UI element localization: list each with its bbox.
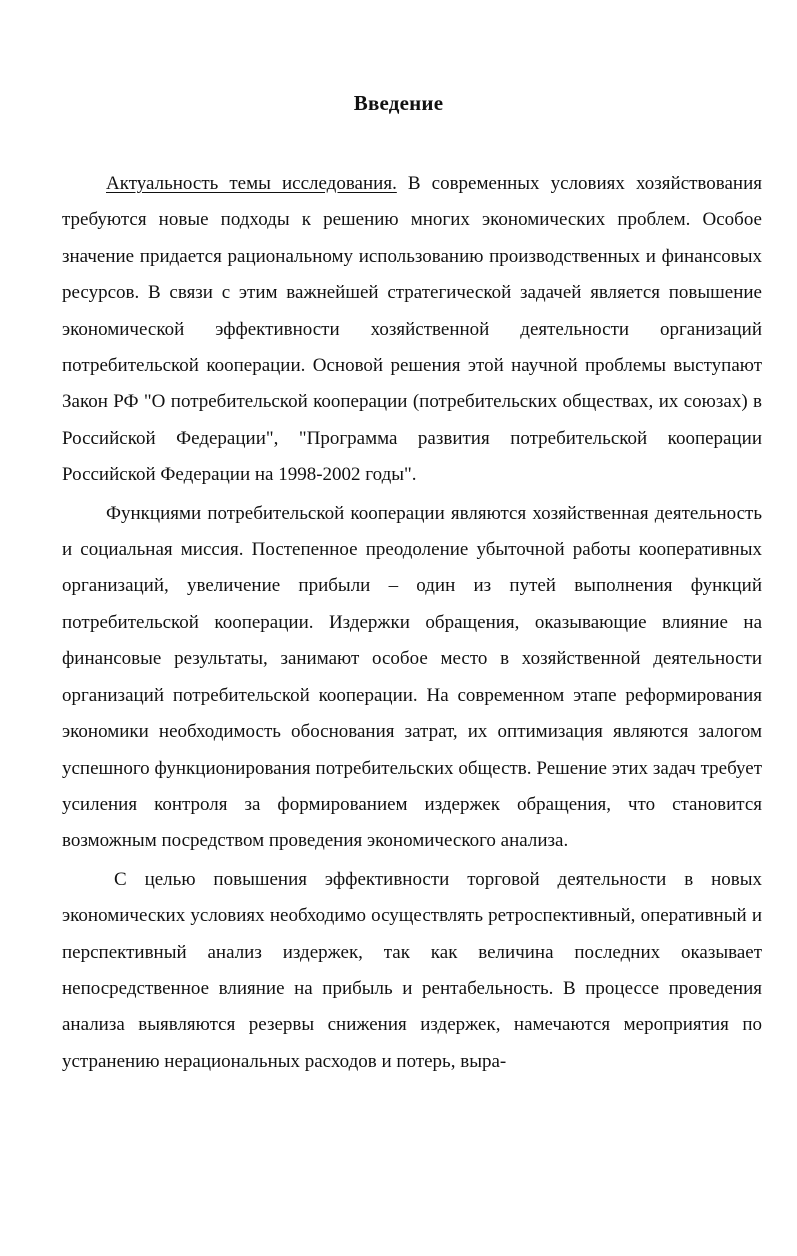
paragraph-functions [62, 496, 762, 860]
paragraph-text: С целью повышения эффективности торговой деятельности в новых экономических условиях необходимо осуществлять ретроспективный, оперативный и перспективный анализ издержек, так как величина последних оказывает непосредственное влияние на прибыль и рентабельность. В процессе проведения анализа выявляются резервы снижения издержек, намечаются мероприятия по устранению нерациональных расходов и потерь, выра- [62, 868, 762, 1072]
body-text [62, 166, 762, 1080]
paragraph-text: Функциями потребительской кооперации являются хозяйственная деятельность и социальная миссия. Постепенное преодоление убыточной работы кооперативных организаций, увеличение прибыли – один из путей выполнения функций потребительской кооперации. Издержки обращения, оказывающие влияние на финансовые результаты, занимают особое место в хозяйственной деятельности организаций потребительской кооперации. На современном этапе реформирования экономики необходимость обоснования затрат, их оптимизация являются залогом успешного функционирования потребительских обществ. Решение этих задач требует усиления контроля за формированием издержек обращения, что становится возможным посредством проведения экономического анализа. [62, 502, 762, 852]
paragraph-text: В современных условиях хозяйствования требуются новые подходы к решению многих экономических проблем. Особое значение придается рациональному использованию производственных и финансовых ресурсов. В связи с этим важнейшей стратегической задачей является повышение экономической эффективности хозяйственной деятельности организаций потребительской кооперации. Основой решения этой научной проблемы выступают Закон РФ "О потребительской кооперации (потребительских обществах, их союзах) в Российской Федерации", "Программа развития потребительской кооперации Российской Федерации на 1998-2002 годы". [62, 173, 762, 486]
section-lead-heading: Актуальность темы исследования. [106, 173, 397, 194]
paragraph-relevance [62, 166, 762, 494]
page-title: Введение [353, 91, 444, 115]
paragraph-analysis [62, 862, 762, 1080]
